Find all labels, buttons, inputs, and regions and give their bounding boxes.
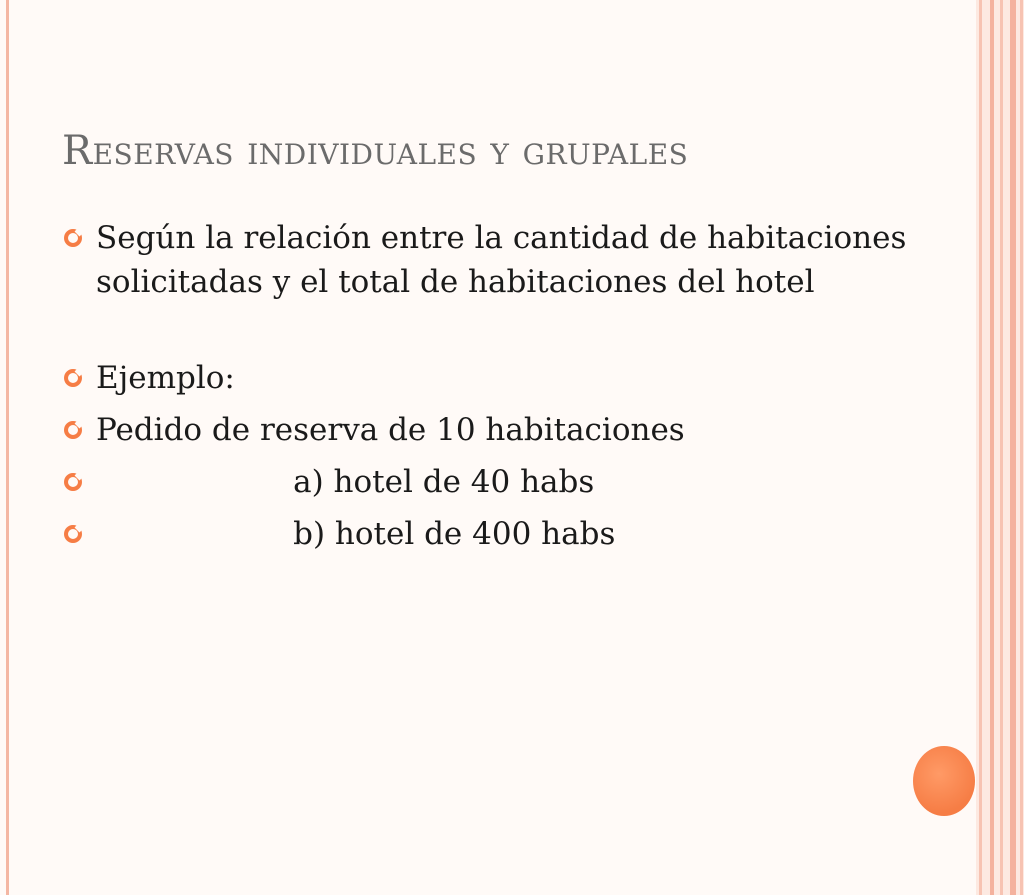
bullet-item <box>62 460 942 504</box>
bullet-text: Pedido de reserva de 10 habitaciones <box>96 412 685 448</box>
stripe <box>1010 0 1016 895</box>
stripe <box>979 0 982 895</box>
bullet-item <box>62 356 942 400</box>
slide-title: Reservas individuales y grupales <box>62 128 689 174</box>
left-decorative-bar <box>6 0 9 895</box>
bullet-item <box>62 512 942 556</box>
bullet-item <box>62 216 942 304</box>
bullet-text: a) hotel de 40 habs <box>96 464 595 500</box>
bullet-ring-icon <box>64 229 82 247</box>
stripe <box>990 0 994 895</box>
stripe <box>1020 0 1023 895</box>
bullet-ring-icon <box>64 473 82 491</box>
bullet-ring-icon <box>64 421 82 439</box>
bullet-item <box>62 408 942 452</box>
bullet-text: Según la relación entre la cantidad de habitaciones solicitadas y el total de habitaciones del hotel <box>96 220 917 300</box>
bullet-text: b) hotel de 400 habs <box>96 516 616 552</box>
bullet-ring-icon <box>64 369 82 387</box>
orange-circle-decoration <box>913 746 975 816</box>
bullet-list <box>62 216 942 564</box>
bullet-text: Ejemplo: <box>96 360 235 396</box>
stripe <box>1000 0 1003 895</box>
right-decorative-stripes <box>976 0 1024 895</box>
bullet-ring-icon <box>64 525 82 543</box>
